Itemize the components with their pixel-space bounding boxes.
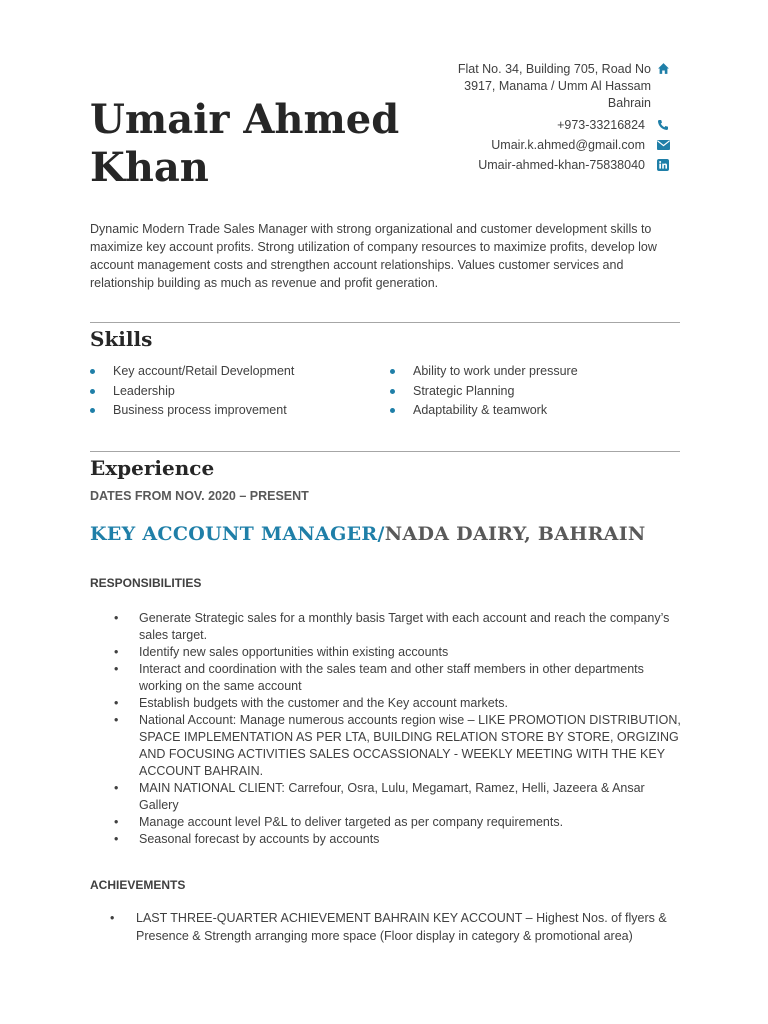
envelope-icon	[655, 137, 671, 153]
contact-block	[411, 60, 671, 175]
bullet-icon	[90, 369, 95, 374]
list-item: • Identify new sales opportunities within existing accounts	[112, 644, 682, 661]
job-title	[90, 523, 646, 545]
email-row	[411, 135, 671, 155]
job-company: NADA DAIRY, BAHRAIN	[384, 523, 646, 545]
bullet-icon	[90, 389, 95, 394]
linkedin-link[interactable]: Umair-ahmed-khan-75838040	[478, 158, 645, 172]
name-line-2: Khan	[90, 144, 209, 191]
responsibilities-list	[112, 610, 682, 848]
skill-item: Key account/Retail Development	[90, 362, 390, 382]
job-dates: DATES FROM NOV. 2020 – PRESENT	[90, 489, 309, 503]
list-item: • LAST THREE-QUARTER ACHIEVEMENT BAHRAIN KEY ACCOUNT – Highest Nos. of flyers & Presence & Strength arranging more space (Floor display in category & promotional area)	[108, 909, 678, 945]
list-item: • Establish budgets with the customer and the Key account markets.	[112, 695, 682, 712]
email-link[interactable]: Umair.k.ahmed@gmail.com	[491, 138, 645, 152]
list-item: • Seasonal forecast by accounts by accounts	[112, 831, 682, 848]
bullet-icon	[390, 389, 395, 394]
bullet-icon	[390, 408, 395, 413]
name-line-1: Umair Ahmed	[90, 96, 400, 143]
linkedin-icon	[655, 157, 671, 173]
profile-summary: Dynamic Modern Trade Sales Manager with strong organizational and customer development skills to maximize key account profits. Strong utilization of company resources to maximize profits, develop low account management costs and strengthen account relationships. Values customer services and relationship building as much as revenue and profit generation.	[90, 222, 657, 290]
list-item: • National Account: Manage numerous accounts region wise – LIKE PROMOTION DISTRIBUTION, SPACE IMPLEMENTATION AS PER LTA, BUILDING RELATION STORE BY STORE, ORGIZING AND FOCUSING ACTIVITIES SALES OCCASSIONALY - WEEKLY MEETING WITH THE KEY ACCOUNT BAHRAIN.	[112, 712, 682, 780]
list-item: • MAIN NATIONAL CLIENT: Carrefour, Osra, Lulu, Megamart, Ramez, Helli, Jazeera & Ansar Gallery	[112, 780, 682, 814]
address-line-1: Flat No. 34, Building 705, Road No	[457, 62, 651, 76]
skill-item: Strategic Planning	[390, 382, 690, 402]
phone-row	[411, 115, 671, 135]
phone-number: +973-33216824	[557, 118, 645, 132]
list-item: • Generate Strategic sales for a monthly basis Target with each account and reach the company’s sales target.	[112, 610, 682, 644]
address-line-3: Bahrain	[607, 96, 651, 110]
skills-list	[90, 362, 690, 421]
achievements-list	[108, 909, 678, 945]
skills-heading: Skills	[90, 327, 153, 351]
skills-column-left	[90, 362, 390, 421]
list-item: • Interact and coordination with the sales team and other staff members in other departments working on the same account	[112, 661, 682, 695]
phone-icon	[655, 117, 671, 133]
section-divider	[90, 322, 680, 323]
achievements-heading: ACHIEVEMENTS	[90, 878, 186, 892]
section-divider	[90, 451, 680, 452]
home-icon	[655, 60, 671, 76]
skills-column-right	[390, 362, 690, 421]
responsibilities-heading: RESPONSIBILITIES	[90, 576, 202, 590]
linkedin-row	[411, 155, 671, 175]
bullet-icon	[90, 408, 95, 413]
job-role: KEY ACCOUNT MANAGER/	[90, 523, 385, 545]
skill-item: Adaptability & teamwork	[390, 401, 690, 421]
bullet-icon	[390, 369, 395, 374]
skill-item: Leadership	[90, 382, 390, 402]
experience-heading: Experience	[90, 456, 215, 480]
list-item: • Manage account level P&L to deliver targeted as per company requirements.	[112, 814, 682, 831]
candidate-name	[90, 96, 420, 192]
address-line-2: 3917, Manama / Umm Al Hassam	[464, 79, 651, 93]
address	[411, 60, 671, 112]
skill-item: Business process improvement	[90, 401, 390, 421]
skill-item: Ability to work under pressure	[390, 362, 690, 382]
